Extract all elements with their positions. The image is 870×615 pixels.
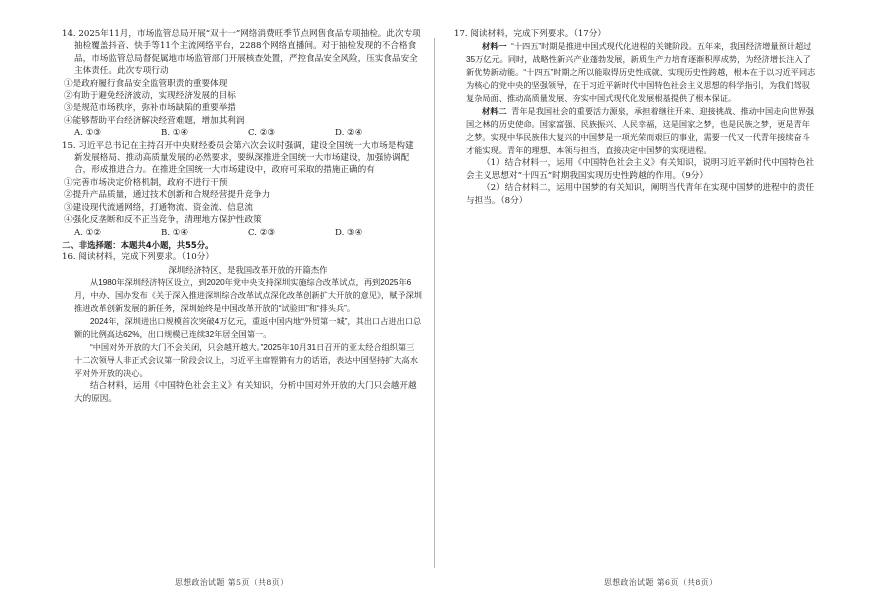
question-15-stem: 15. 习近平总书记在主持召开中央财经委员会第六次会议时强调，建设全国统一大市场是构建新发展格局、推动高质量发展的必然要求，要纵深推进全国统一大市场建设，加强协调配合，形成推进合力。在推进全国统一大市场建设中，政府可采取的措施正确的有	[62, 140, 414, 176]
requirement-item: （1）结合材料一，运用《中国特色社会主义》有关知识，说明习近平新时代中国特色社会主义思想对“十四五”时期我国实现历史性跨越的作用。（9分）	[466, 158, 815, 181]
option-item: ④强化反垄断和反不正当竞争，清理地方保护性政策	[64, 215, 262, 226]
material-two	[454, 105, 816, 157]
material-title: 深圳经济特区，是我国改革开放的开篇杰作	[168, 264, 328, 275]
page-divider	[434, 38, 435, 568]
option-item: ②有助于避免经济波动，实现经济发展的目标	[64, 91, 236, 102]
exam-page-left	[0, 0, 434, 615]
right-column	[454, 28, 816, 207]
question-14-stem: 14. 2025年11月，市场监管总局开展“双十一”网络消费旺季节点网售食品专项抽检。此次专项抽检覆盖抖音、快手等11个主流网络平台，2288个网络直播间。对于抽检发现的不合格食品，市场监管总局督促属地市场监管部门开展核查处置，严控食品安全风险，压实食品安全主体责任。此次专项行动	[62, 29, 421, 77]
choice-a: A. ①③	[74, 128, 102, 139]
option-item: ①是政府履行食品安全监管职责的重要体现	[64, 78, 228, 89]
material-two-text: 青年是我国社会的重要活力源泉，承担着继往开来、迎接挑战、推动中国走向世界强国之林的历史使命。国家富强、民族振兴、人民幸福，这是国家之梦，也是民族之梦，更是青年之梦。实现中华民族伟大复兴的中国梦是一项光荣而艰巨的事业，需要一代又一代青年接续奋斗才能实现。青年的理想、本领与担当，直接决定中国梦的实现进程。	[466, 107, 815, 156]
material-paragraph: 从1980年深圳经济特区设立，到2020年党中央支持深圳实施综合改革试点，再到2025年6月，中办、国办发布《关于深入推进深圳综合改革试点深化改革创新扩大开放的意见》，赋予深圳推进改革创新发展的新任务，深圳始终是中国改革开放的“试验田”和“排头兵”。	[74, 278, 422, 314]
choice-d: D. ③④	[335, 227, 363, 238]
page-footer: 思想政治试题 第5页（共8页）	[175, 578, 289, 587]
section-title: 二、非选择题：本题共4小题，共55分。	[62, 239, 214, 250]
answer-choices	[62, 127, 422, 139]
requirement-item: （2）结合材料二，运用中国梦的有关知识，阐明当代青年在实现中国梦的进程中的责任与担当。（8分）	[466, 183, 815, 206]
choice-b: B. ①④	[161, 227, 189, 238]
question-15	[62, 140, 422, 239]
question-16-requirement: 结合材料，运用《中国特色社会主义》有关知识，分析中国对外开放的大门只会越开越大的原因。	[74, 381, 417, 404]
page-footer: 思想政治试题 第6页（共8页）	[604, 578, 718, 587]
left-column	[62, 28, 422, 405]
option-item: ④能够帮助平台经济解决经营难题，增加其利润	[64, 115, 245, 126]
option-item: ②提升产品质量，通过技术创新和合规经营提升竞争力	[64, 190, 271, 201]
material-one	[454, 40, 816, 105]
choice-c: C. ②③	[248, 227, 276, 238]
question-17	[454, 28, 816, 207]
answer-choices	[62, 227, 422, 239]
choice-d: D. ②④	[335, 128, 363, 139]
question-17-stem: 17. 阅读材料，完成下列要求。（17分）	[454, 29, 606, 39]
choice-a: A. ①②	[74, 227, 102, 238]
option-item: ③建设现代流通网络，打通物流、资金流、信息流	[64, 202, 254, 213]
question-14	[62, 28, 422, 140]
material-one-text: “十四五”时期是推进中国式现代化进程的关键阶段。五年来，我国经济增量预计超过35万亿元。同时，战略性新兴产业蓬勃发展，新质生产力培育逐渐积厚成势，为经济增长注入了新优势新动能。“十四五”时期之所以能取得历史性成就、实现历史性跨越，根本在于以习近平同志为核心的党中央的坚强领导，在于习近平新时代中国特色社会主义思想的科学指引，为我们驾驭复杂局面、推动高质量发展、夯实中国式现代化发展根基提供了根本保证。	[466, 42, 816, 104]
material-one-label: 材料一	[482, 42, 507, 52]
choice-c: C. ②③	[248, 128, 276, 139]
question-16-stem: 16. 阅读材料，完成下列要求。（10分）	[62, 252, 214, 263]
option-item: ①完善市场决定价格机制，政府不进行干预	[64, 177, 228, 188]
choice-b: B. ①④	[161, 128, 189, 139]
material-paragraph: 2024年，深圳进出口规模首次突破4万亿元，重返中国内地“外贸第一城”，其出口占进出口总额的比例高达62%，出口规模已连续32年居全国第一。	[74, 317, 422, 340]
question-16	[62, 251, 422, 405]
material-two-label: 材料二	[482, 107, 507, 117]
option-item: ③是规范市场秩序，弥补市场缺陷的重要举措	[64, 103, 236, 114]
material-paragraph: “中国对外开放的大门不会关闭，只会越开越大。”2025年10月31日召开的亚太经合组织第三十二次领导人非正式会议第一阶段会议上，习近平主席铿锵有力的话语，表达中国坚持扩大高水平对外开放的决心。	[74, 343, 418, 379]
exam-page-right	[436, 0, 870, 615]
